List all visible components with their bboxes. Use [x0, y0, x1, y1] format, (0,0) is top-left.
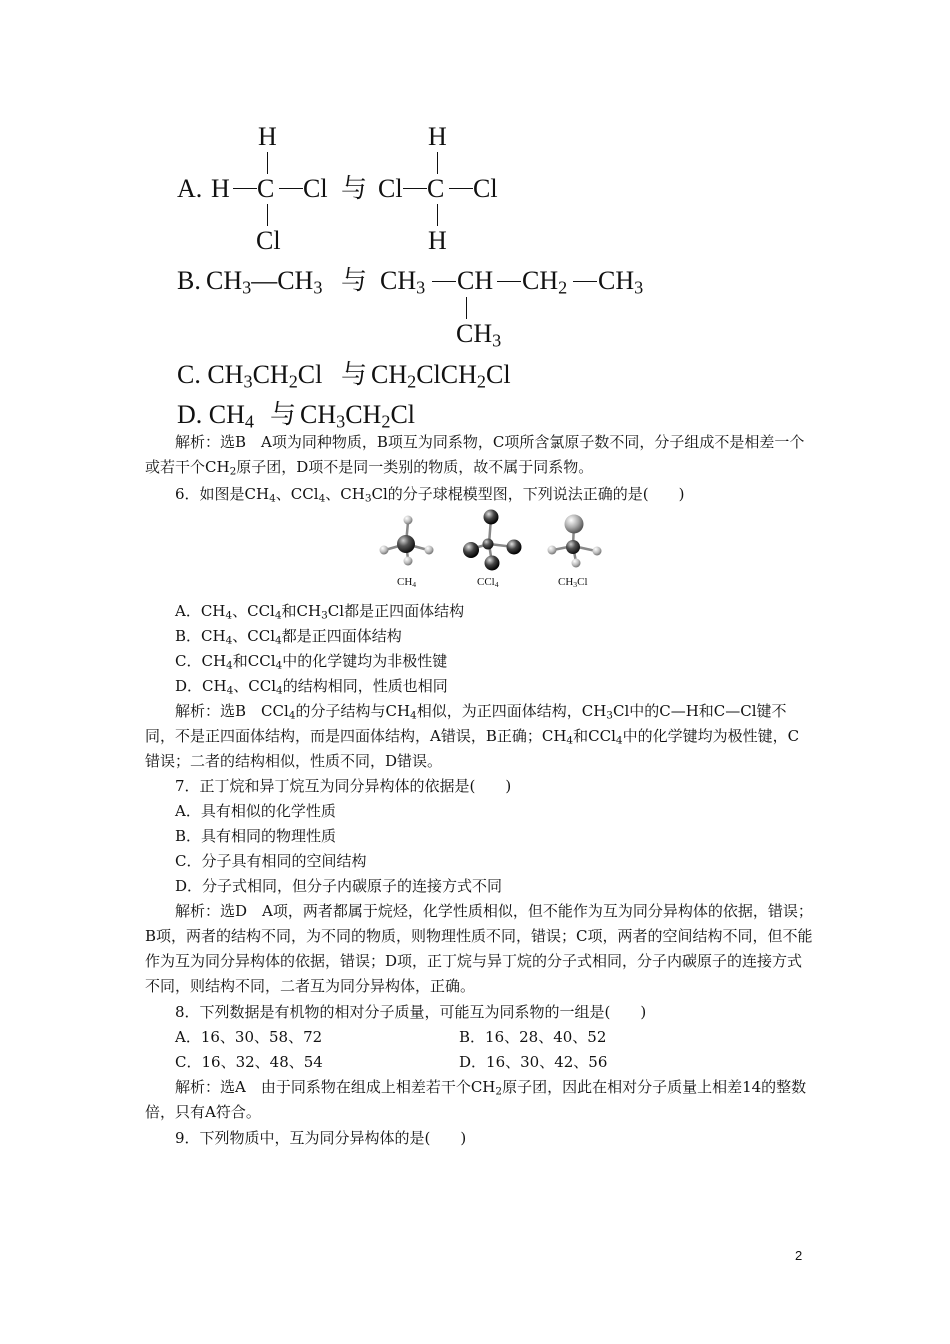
- q9-stem: 9．下列物质中，互为同分异构体的是( ): [175, 1129, 467, 1147]
- ethane-formula: $CH_3—CH_3$: [206, 266, 323, 298]
- group-ch2: $CH_2$: [522, 266, 568, 298]
- bond-vertical: [437, 152, 438, 174]
- page-number: 2: [795, 1248, 803, 1263]
- bond-horizontal: [233, 188, 257, 189]
- q8-option-a: A．16、30、58、72: [175, 1028, 323, 1046]
- caption-ccl4: CCl$_4$: [477, 576, 499, 589]
- q7-option-d: D．分子式相同，但分子内碳原子的连接方式不同: [175, 877, 503, 895]
- bond-horizontal: [449, 188, 473, 189]
- atom-cl-left: Cl: [378, 174, 403, 203]
- option-b-label: B.: [177, 266, 201, 295]
- bond-horizontal: [432, 281, 456, 282]
- bond-vertical: [437, 204, 438, 226]
- q6-option-d: D．$CH_4$、CCl$_4$的结构相同，性质也相同: [175, 677, 448, 697]
- q8-option-b: B．16、28、40、52: [459, 1028, 607, 1046]
- q7-analysis: 解析：选D A项，两者都属于烷烃，化学性质相似，但不能作为互为同分异构体的依据，错误；B项，两者的结构不同，为不同的物质，则物理性质不同，错误；C项，两者的空间结构不同，但不能作为互为同分异构体的依据，错误；D项，正丁烷与异丁烷的分子式相同，分子内碳原子的连接方式不同，则结构不同，二者互为同分异构体，正确。: [145, 902, 813, 995]
- bond-horizontal: [497, 281, 521, 282]
- yu-connector: 与: [341, 360, 368, 389]
- bond-horizontal: [573, 281, 597, 282]
- bond-horizontal: [403, 188, 427, 189]
- atom-cl-right: Cl: [303, 174, 328, 203]
- q8-analysis: 解析：选A 由于同系物在组成上相差若干个$CH_2$原子团，因此在相对分子质量上相差14的整数倍，只有A符合。: [145, 1078, 807, 1121]
- q6-option-b: B．$CH_4$、CCl$_4$都是正四面体结构: [175, 627, 402, 647]
- atom-h-top-right: H: [428, 122, 447, 151]
- yu-connector: 与: [341, 174, 368, 203]
- group-ch3: $CH_3$: [598, 266, 644, 298]
- atom-h-bottom-right: H: [428, 226, 447, 255]
- ch4-model: [380, 516, 434, 566]
- yu-connector: 与: [341, 266, 368, 295]
- atom-h-top-left: H: [258, 122, 277, 151]
- q6-analysis: 解析：选B CCl$_4$的分子结构与$CH_4$相似，为正四面体结构，$CH_3Cl$中的C—H和C—Cl键不同，不是正四面体结构，而是四面体结构，A错误，B正确；$CH_4$和CCl$_4$中的化学键均为极性键，C错误；二者的结构相似，性质不同，D错误。: [145, 702, 800, 770]
- bond-vertical: [267, 152, 268, 174]
- q7-option-b: B．具有相同的物理性质: [175, 827, 337, 845]
- bond-horizontal: [279, 188, 303, 189]
- ccl4-model: [463, 510, 522, 571]
- group-ch: CH: [457, 266, 494, 295]
- option-c-right: $CH_2ClCH_2Cl$: [371, 360, 511, 392]
- atom-c-right: C: [427, 174, 445, 203]
- q6-stem: 6．如图是$CH_4$、CCl$_4$、$CH_3Cl$的分子球棍模型图，下列说法正确的是( ): [175, 485, 685, 505]
- q7-option-c: C．分子具有相同的空间结构: [175, 852, 367, 870]
- option-c-left: C. $CH_3CH_2Cl$: [177, 360, 323, 392]
- group-ch3: $CH_3$: [380, 266, 426, 298]
- q7-stem: 7．正丁烷和异丁烷互为同分异构体的依据是( ): [175, 777, 512, 795]
- q6-option-c: C．$CH_4$和CCl$_4$中的化学键均为非极性键: [175, 652, 448, 672]
- branch-ch3: $CH_3$: [456, 319, 502, 351]
- q6-option-a: A．$CH_4$、CCl$_4$和$CH_3Cl$都是正四面体结构: [175, 602, 465, 622]
- ch3cl-model: [548, 515, 602, 568]
- bond-vertical: [466, 297, 467, 319]
- q5-analysis: 解析：选B A项为同种物质，B项互为同系物，C项所含氯原子数不同，分子组成不是相差一个或若干个$CH_2$原子团，D项不是同一类别的物质，故不属于同系物。: [145, 433, 805, 478]
- atom-cl-right2: Cl: [473, 174, 498, 203]
- q8-stem: 8．下列数据是有机物的相对分子质量，可能互为同系物的一组是( ): [175, 1003, 647, 1021]
- bond-vertical: [267, 204, 268, 226]
- atom-c-left: C: [257, 174, 275, 203]
- q8-option-c: C．16、32、48、54: [175, 1053, 323, 1071]
- atom-h-left: H: [211, 174, 230, 203]
- caption-ch4: $CH_4$: [397, 576, 417, 589]
- q7-option-a: A．具有相似的化学性质: [175, 802, 336, 820]
- atom-cl-bottom: Cl: [256, 226, 281, 255]
- q8-option-d: D．16、30、42、56: [459, 1053, 608, 1071]
- option-d-right: $CH_3CH_2Cl$: [300, 400, 416, 432]
- option-a-label: A.: [177, 174, 203, 203]
- yu-connector: 与: [270, 400, 297, 429]
- option-d-left: D. $CH_4$: [177, 400, 254, 432]
- caption-ch3cl: $CH_3Cl$: [558, 576, 588, 589]
